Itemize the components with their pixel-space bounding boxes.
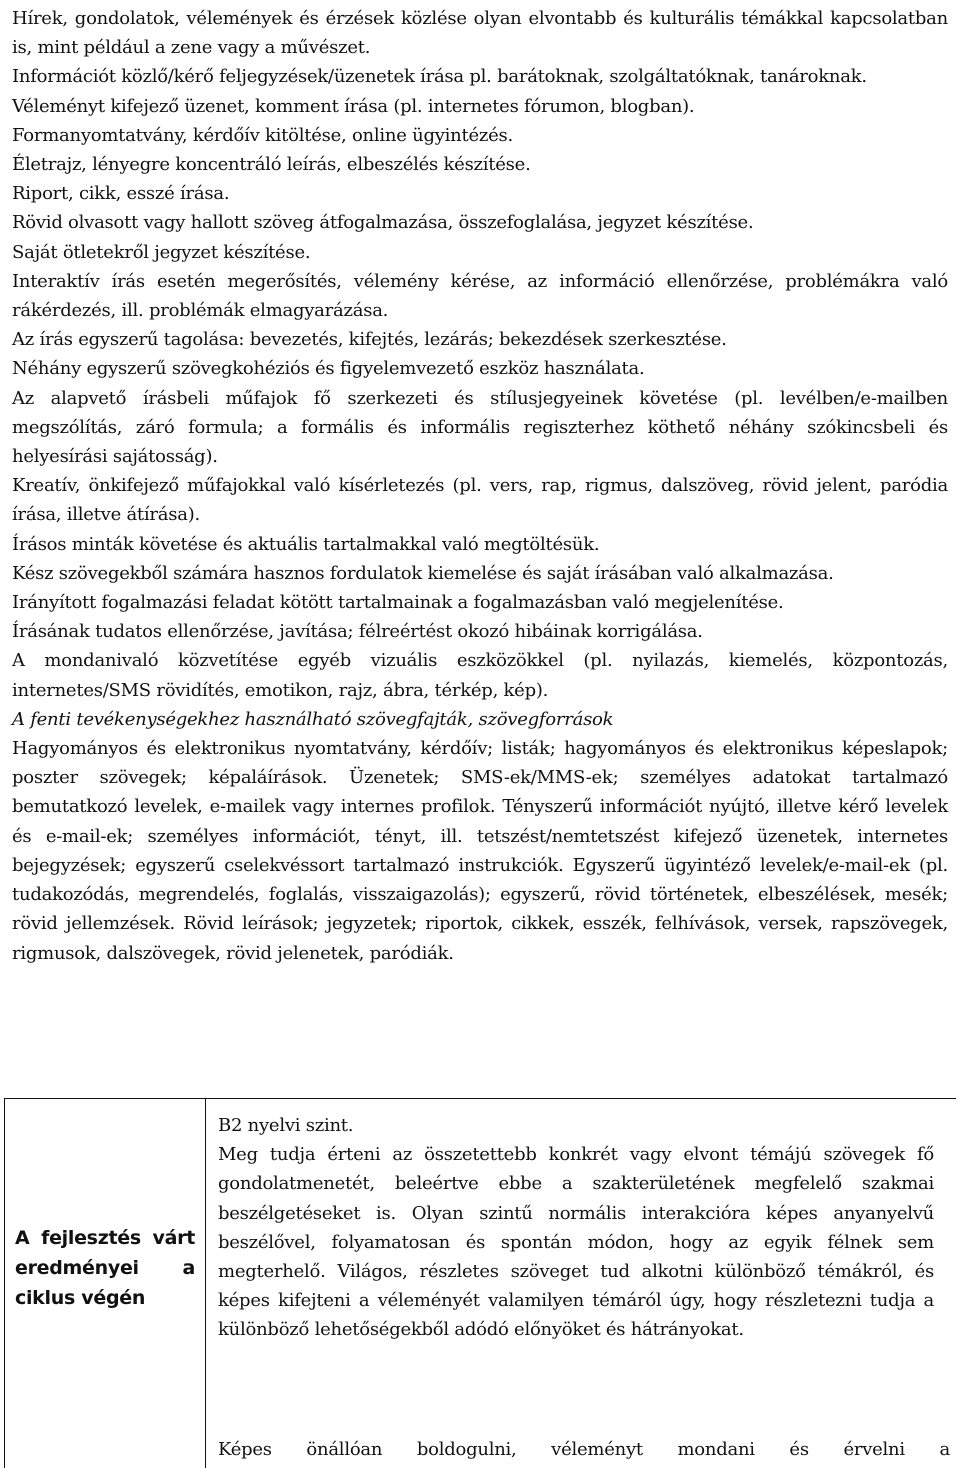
outcomes-label-cell (4, 1099, 206, 1468)
paragraph: Véleményt kifejező üzenet, komment írása (pl. internetes fórumon, blogban). (12, 95, 695, 117)
outcomes-label: A fejlesztés várt eredményei a ciklus végén (15, 1227, 195, 1309)
paragraph: Hírek, gondolatok, vélemények és érzések közlése olyan elvontabb és kulturális témákkal kapcsolatban is, mint például a zene vagy a művészet. (12, 8, 948, 59)
paragraph: Irányított fogalmazási feladat kötött tartalmainak a fogalmazásban való megjelenítése. (12, 592, 784, 614)
outcomes-table (4, 1098, 956, 1468)
text-types-heading: A fenti tevékenységekhez használható szövegfajták, szövegforrások (12, 708, 614, 730)
outcomes-description: Meg tudja érteni az összetettebb konkrét vagy elvont témájú szövegek fő gondolatmenetét, beleértve ebbe a szakterületének megfelelő szakmai beszélgetéseket is. Olyan szintű normális interakcióra képes anyanyelvű beszélővel, folyamatosan és spontán módon, hogy az egyik félnek sem megterhelő. Világos, részletes szöveget tud alkotni különböző témákról, és képes kifejteni a véleményét valamilyen témáról úgy, hogy részletezni tudja a különböző lehetőségekből adódó előnyöket és hátrányokat. (218, 1144, 934, 1341)
paragraph: Információt közlő/kérő feljegyzések/üzenetek írása pl. barátoknak, szolgáltatóknak, tanároknak. (12, 66, 867, 88)
paragraph: Riport, cikk, esszé írása. (12, 183, 230, 205)
paragraph: Néhány egyszerű szövegkohéziós és figyelemvezető eszköz használata. (12, 358, 645, 380)
text-types-body: Hagyományos és elektronikus nyomtatvány, kérdőív; listák; hagyományos és elektronikus képeslapok; poszter szövegek; képaláírások. Üzenetek; SMS-ek/MMS-ek; személyes adatokat tartalmazó bemutatkozó levelek, e-mailek vagy internes profilok. Tényszerű információt nyújtó, illetve kérő levelek és e-mail-ek; személyes információt, tényt, ill. tetszést/nemtetszést kifejező üzenetek, internetes bejegyzések; egyszerű cselekvéssort tartalmazó instrukciók. Egyszerű ügyintéző levelek/e-mail-ek (pl. tudakozódás, megrendelés, foglalás, visszaigazolás); egyszerű, rövid történetek, elbeszélések, mesék; rövid jellemzések. Rövid leírások; jegyzetek; riportok, cikkek, esszék, felhívások, versek, rapszövegek, rigmusok, dalszövegek, rövid jelenetek, paródiák. (12, 738, 948, 964)
paragraph: Írásos minták követése és aktuális tartalmakkal való megtöltésük. (12, 533, 600, 555)
writing-activities-section (12, 4, 948, 968)
paragraph: Saját ötletekről jegyzet készítése. (12, 241, 311, 263)
paragraph: Az írás egyszerű tagolása: bevezetés, kifejtés, lezárás; bekezdések szerkesztése. (12, 329, 727, 351)
paragraph: Formanyomtatvány, kérdőív kitöltése, online ügyintézés. (12, 124, 513, 146)
paragraph: A mondanivaló közvetítése egyéb vizuális eszközökkel (pl. nyilazás, kiemelés, központozás, internetes/SMS rövidítés, emotikon, rajz, ábra, térkép, kép). (12, 650, 948, 701)
outcomes-content-cell (218, 1111, 934, 1345)
cut-off-line: Képes önállóan boldogulni, véleményt mondani és érvelni a (218, 1439, 950, 1460)
paragraph: Rövid olvasott vagy hallott szöveg átfogalmazása, összefoglalása, jegyzet készítése. (12, 212, 754, 234)
paragraph: Kész szövegekből számára hasznos fordulatok kiemelése és saját írásában való alkalmazása. (12, 562, 834, 584)
outcomes-next-paragraph (218, 1435, 950, 1464)
paragraph: Írásának tudatos ellenőrzése, javítása; félreértést okozó hibáinak korrigálása. (12, 621, 703, 643)
paragraph: Kreatív, önkifejező műfajokkal való kísérletezés (pl. vers, rap, rigmus, dalszöveg, rövid jelent, paródia írása, illetve átírása). (12, 475, 948, 526)
paragraph: Az alapvető írásbeli műfajok fő szerkezeti és stílusjegyeinek követése (pl. levélben/e-mailben megszólítás, záró formula; a formális és informális regiszterhez köthető néhány szókincsbeli és helyesírási sajátosság). (12, 387, 948, 468)
level-line: B2 nyelvi szint. (218, 1115, 354, 1136)
paragraph: Interaktív írás esetén megerősítés, vélemény kérése, az információ ellenőrzése, problémákra való rákérdezés, ill. problémák elmagyarázása. (12, 270, 948, 322)
paragraph: Életrajz, lényegre koncentráló leírás, elbeszélés készítése. (12, 154, 531, 176)
